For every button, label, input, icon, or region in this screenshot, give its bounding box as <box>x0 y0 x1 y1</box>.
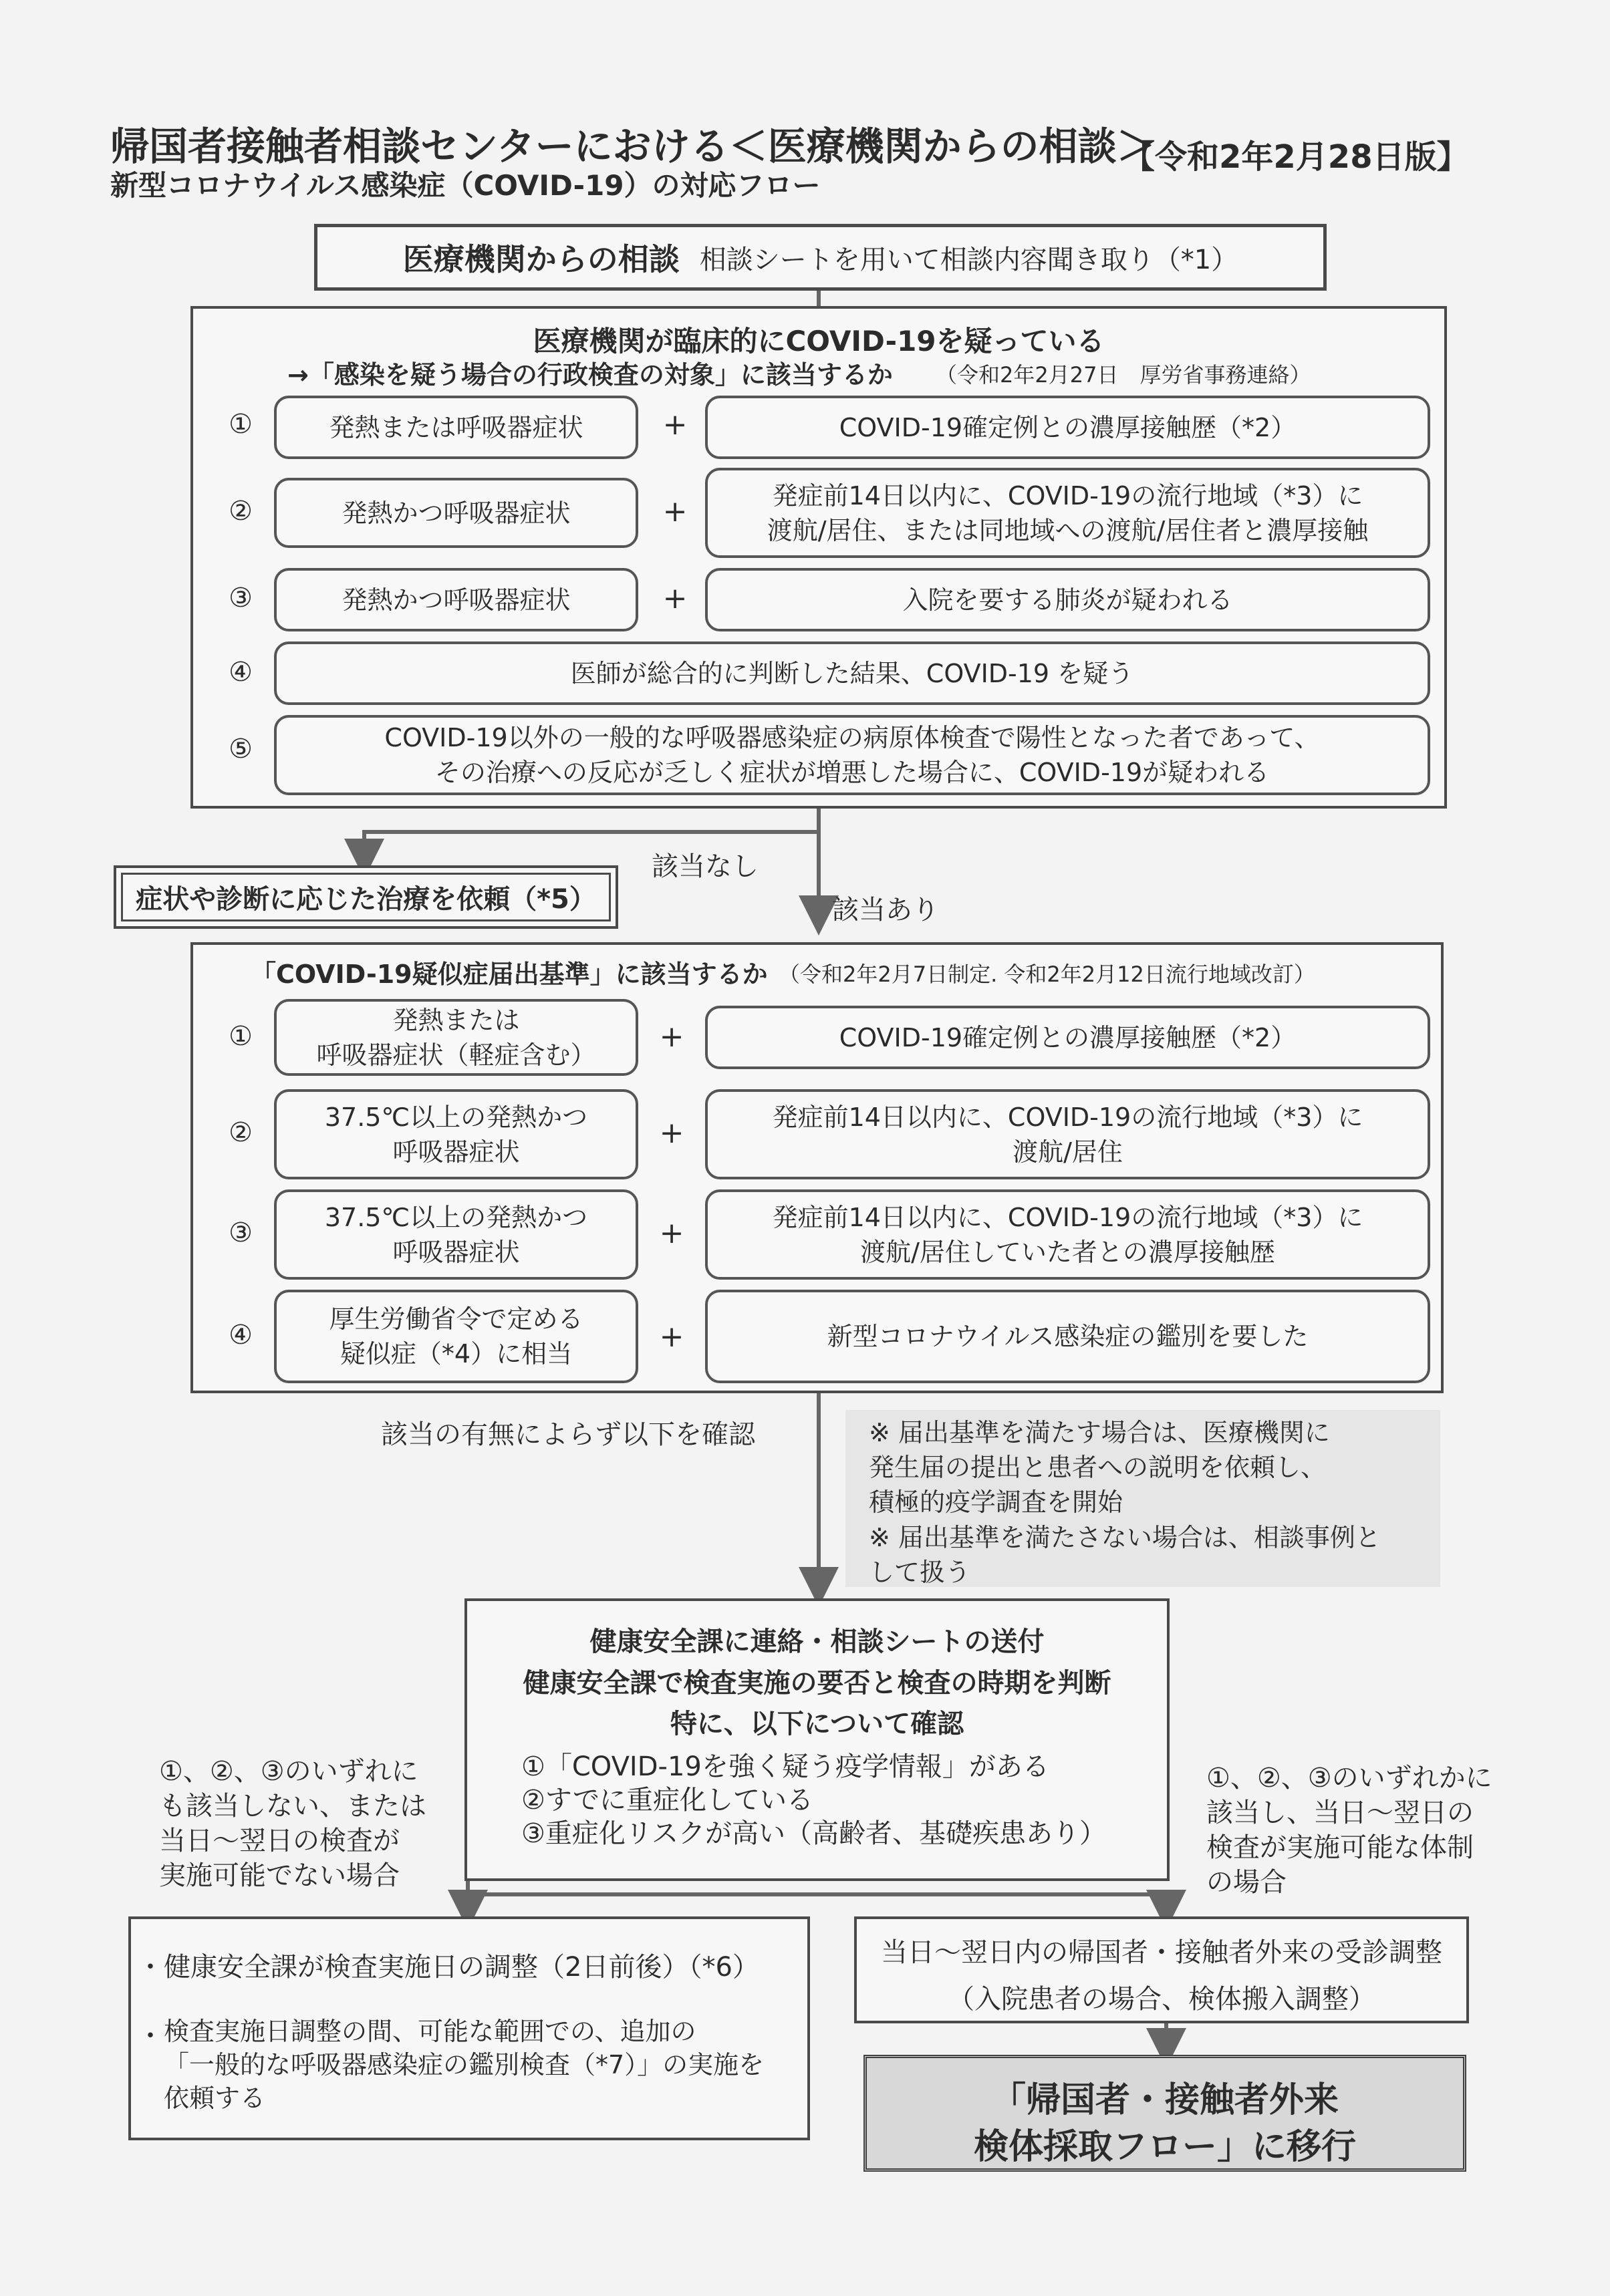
s1-row1-condition: 発熱または呼吸器症状 <box>274 396 638 459</box>
treatment-request-box <box>114 865 618 929</box>
s2-row2-condition: 37.5℃以上の発熱かつ 呼吸器症状 <box>274 1089 638 1179</box>
match-label: 該当あり <box>832 895 939 925</box>
final-line1: 「帰国者・接触者外来 <box>990 2080 1339 2120</box>
s1-row5-other-infection: COVID-19以外の一般的な呼吸器感染症の病原体検査で陽性となった者であって、 その治療への反応が乏しく症状が増悪した場合に、COVID-19が疑われる <box>274 715 1430 795</box>
note-not-reported: ※ 届出基準を満たさない場合は、相談事例と して扱う <box>869 1523 1381 1587</box>
s1-row2-number: ② <box>229 496 253 527</box>
s2-row1-number: ① <box>229 1021 253 1052</box>
s1-row1-exposure: COVID-19確定例との濃厚接触歴（*2） <box>705 396 1430 459</box>
s2-row1-condition: 発熱または 呼吸器症状（軽症含む） <box>274 999 638 1076</box>
final-line2: 検体採取フロー」に移行 <box>973 2127 1356 2167</box>
page-subtitle: 新型コロナウイルス感染症（COVID-19）の対応フロー <box>110 169 821 202</box>
s2-row1-exposure: COVID-19確定例との濃厚接触歴（*2） <box>705 1006 1430 1069</box>
s1-row3-condition: 発熱かつ呼吸器症状 <box>274 568 638 631</box>
section1-heading: 医療機関が臨床的にCOVID-19を疑っている <box>533 325 1105 357</box>
section2-source: （令和2年2月7日制定. 令和2年2月12日流行地域改訂） <box>779 962 1315 987</box>
health-dept-line3: 特に、以下について確認 <box>670 1709 964 1739</box>
s1-row1-plus: + <box>662 408 688 442</box>
left-result-bullet2-mark: ・ <box>137 2021 164 2051</box>
s1-row5-number: ⑤ <box>229 734 253 764</box>
split-line <box>468 1881 1166 1894</box>
health-dept-line2: 健康安全課で検査実施の要否と検査の時期を判断 <box>523 1668 1111 1699</box>
s2-row2-number: ② <box>229 1117 253 1148</box>
s2-row1-plus: + <box>659 1020 684 1054</box>
no-match-label: 該当なし <box>652 851 759 882</box>
version-label: 【令和2年2月28日版】 <box>1123 138 1469 176</box>
s2-row4-number: ④ <box>229 1320 253 1350</box>
start-box-detail: 相談シートを用いて相談内容聞き取り（*1） <box>699 244 1238 275</box>
s1-row3-number: ③ <box>229 583 253 613</box>
s2-row4-differential: 新型コロナウイルス感染症の鑑別を要した <box>705 1290 1430 1383</box>
s2-row3-plus: + <box>659 1216 684 1250</box>
section1-source: （令和2年2月27日 厚労省事務連絡） <box>936 362 1311 388</box>
s1-row3-exposure: 入院を要する肺炎が疑われる <box>705 568 1430 631</box>
s1-row2-exposure: 発症前14日以内に、COVID-19の流行地域（*3）に 渡航/居住、または同地域への渡航/居住者と濃厚接触 <box>705 468 1430 558</box>
s1-row2-condition: 発熱かつ呼吸器症状 <box>274 478 638 548</box>
s2-row4-plus: + <box>659 1320 684 1354</box>
s1-row4-number: ④ <box>229 657 253 688</box>
left-result-bullet2: 検査実施日調整の間、可能な範囲での、追加の 「一般的な呼吸器感染症の鑑別検査（*7）」の実施を 依頼する <box>164 2017 765 2113</box>
right-condition: ①、②、③のいずれかに 該当し、当日～翌日の 検査が実施可能な体制 の場合 <box>1206 1763 1492 1898</box>
right-result-line2: （入院患者の場合、検体搬入調整） <box>948 1984 1375 2015</box>
left-result-bullet1-mark: ・ <box>137 1952 164 1983</box>
page-title: 帰国者接触者相談センターにおける＜医療機関からの相談＞ <box>110 124 1156 169</box>
right-result-line1: 当日～翌日内の帰国者・接触者外来の受診調整 <box>881 1937 1442 1968</box>
left-result-bullet1: 健康安全課が検査実施日の調整（2日前後）（*6） <box>164 1952 759 1983</box>
s2-row3-number: ③ <box>229 1217 253 1248</box>
s2-row4-condition: 厚生労働省令で定める 疑似症（*4）に相当 <box>274 1290 638 1383</box>
left-condition: ①、②、③のいずれに も該当しない、または 当日～翌日の検査が 実施可能でない場合 <box>159 1756 426 1891</box>
s1-row2-plus: + <box>662 494 688 529</box>
health-dept-item1: ①「COVID-19を強く疑う疫学情報」がある <box>521 1751 1049 1782</box>
start-box-title: 医療機関からの相談 <box>402 241 680 277</box>
s1-row4-judgement: 医師が総合的に判断した結果、COVID-19 を疑う <box>274 641 1430 705</box>
s2-row2-plus: + <box>659 1116 684 1150</box>
s1-row3-plus: + <box>662 581 688 615</box>
health-dept-item2: ②すでに重症化している <box>521 1785 814 1816</box>
section2-heading: 「COVID-19疑似症届出基準」に該当するか <box>251 960 768 989</box>
confirm-label: 該当の有無によらず以下を確認 <box>381 1419 755 1450</box>
health-dept-line1: 健康安全課に連絡・相談シートの送付 <box>589 1626 1045 1657</box>
treatment-request-text: 症状や診断に応じた治療を依頼（*5） <box>136 884 596 915</box>
s1-row1-number: ① <box>229 409 253 440</box>
section1-subheading: →「感染を疑う場合の行政検査の対象」に該当するか <box>287 360 893 390</box>
s2-row2-exposure: 発症前14日以内に、COVID-19の流行地域（*3）に 渡航/居住 <box>705 1089 1430 1179</box>
s2-row3-condition: 37.5℃以上の発熱かつ 呼吸器症状 <box>274 1189 638 1280</box>
note-reported: ※ 届出基準を満たす場合は、医療機関に 発生届の提出と患者への説明を依頼し、 積極的疫学調査を開始 <box>869 1418 1330 1517</box>
s2-row3-exposure: 発症前14日以内に、COVID-19の流行地域（*3）に 渡航/居住していた者との濃厚接触歴 <box>705 1189 1430 1280</box>
health-dept-item3: ③重症化リスクが高い（高齢者、基礎疾患あり） <box>521 1818 1107 1849</box>
